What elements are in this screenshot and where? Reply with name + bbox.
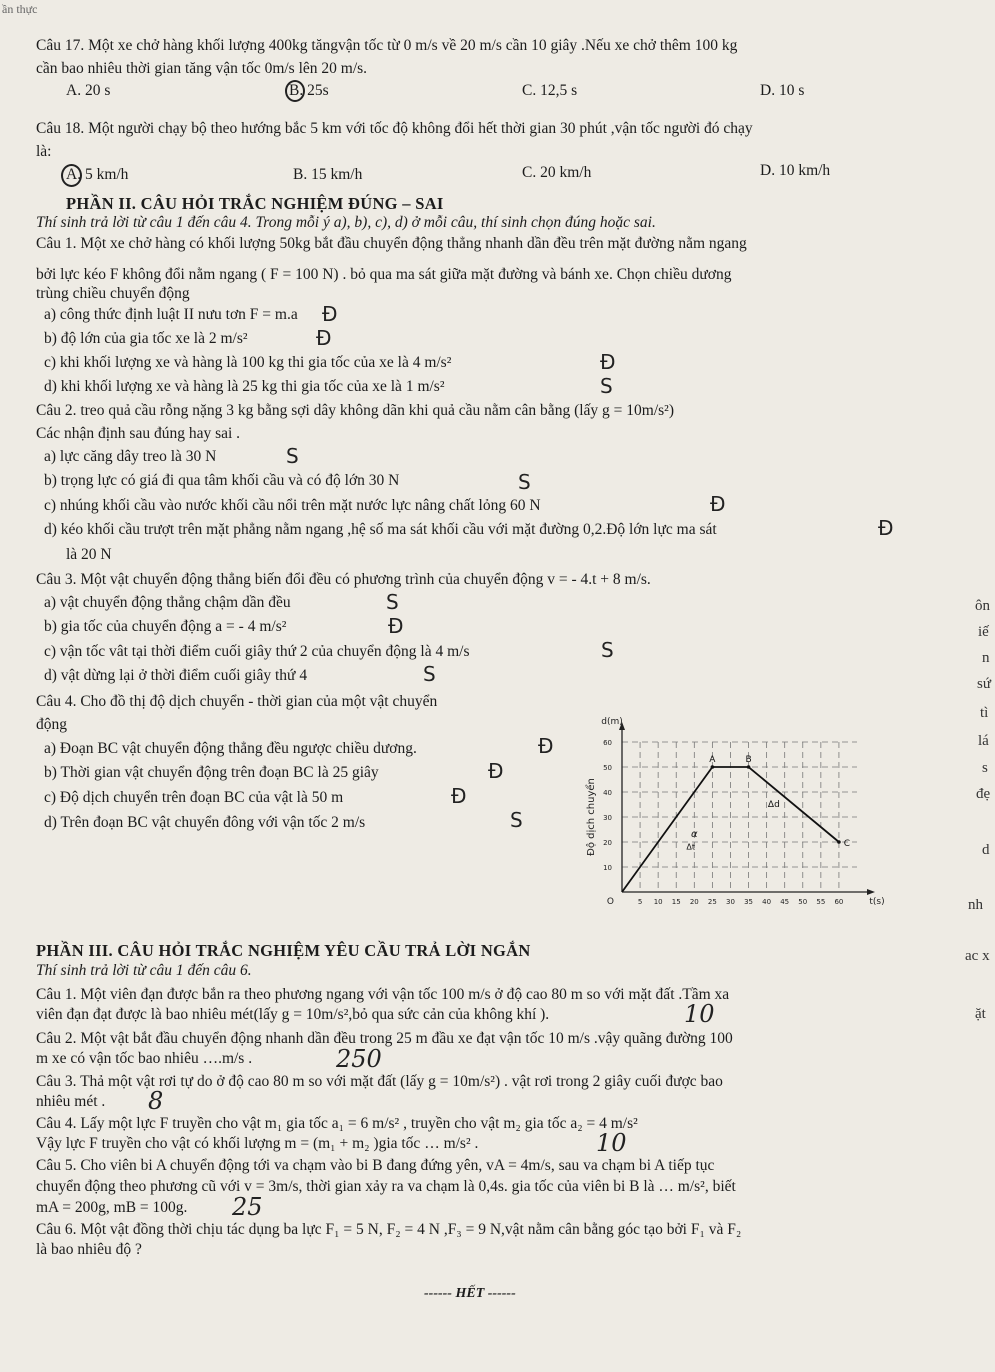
p2q2-a: a) lực căng dây treo là 30 N <box>44 448 217 465</box>
answer-circle-mark <box>285 80 305 102</box>
q17-line2: cần bao nhiêu thời gian tăng vận tốc 0m/s lên 20 m/s. <box>36 60 368 77</box>
p3q6-line2: là bao nhiêu độ ? <box>36 1241 142 1258</box>
p3q3-line2: nhiêu mét . <box>36 1093 106 1110</box>
edge-fragment: đẹ <box>976 786 991 802</box>
origin-label: O <box>606 897 614 907</box>
p3q5-line1: Câu 5. Cho viên bi A chuyển động tới va chạm vào bi B đang đứng yên, vA = 4m/s, sau va chạm bi A tiếp tục <box>36 1157 715 1174</box>
q17-option-b: B. 25s <box>289 82 329 99</box>
p2q1-line2: bởi lực kéo F không đổi nằm ngang ( F = 100 N) . bỏ qua ma sát giữa mặt đường và bánh xe. Chọn chiều dương <box>36 266 732 283</box>
data-point <box>747 765 751 769</box>
p2q2-d1: d) kéo khối cầu trượt trên mặt phẳng nằm ngang ,hệ số ma sát khối cầu với mặt đường 0,2.Độ lớn lực ma sát <box>44 521 717 538</box>
mark-true-icon: Ð <box>878 516 894 540</box>
p2q4-c: c) Độ dịch chuyển trên đoạn BC của vật là 50 m <box>44 789 344 806</box>
p3q5-line2: chuyển động theo phương cũ với v = 3m/s, thời gian xảy ra va chạm là 0,4s. gia tốc của viên bi B là … m/s², biết <box>36 1178 736 1195</box>
edge-fragment: s <box>982 760 988 776</box>
mark-false-icon: S <box>510 808 523 832</box>
p2q2-b: b) trọng lực có giá đi qua tâm khối cầu và có độ lớn 30 N <box>44 472 400 489</box>
data-point <box>837 840 841 844</box>
p2q1-b: b) độ lớn của gia tốc xe là 2 m/s² <box>44 330 248 347</box>
y-tick-label: 40 <box>603 789 612 797</box>
mark-false-icon: S <box>286 444 299 468</box>
y-tick-label: 60 <box>603 739 612 747</box>
x-tick-label: 25 <box>707 898 717 906</box>
q17-option-d: D. 10 s <box>760 82 805 99</box>
mark-false-icon: S <box>423 662 436 686</box>
p2q1-line3: trùng chiều chuyển động <box>36 285 190 302</box>
p2q2-line2: Các nhận định sau đúng hay sai . <box>36 425 241 442</box>
x-tick-label: 5 <box>637 898 643 906</box>
q18-option-b: B. 15 km/h <box>293 166 363 183</box>
p2q4-b: b) Thời gian vật chuyển động trên đoạn BC là 25 giây <box>44 764 379 781</box>
p2q1-line1: Câu 1. Một xe chở hàng có khối lượng 50kg bắt đầu chuyển động thẳng nhanh dần đều trên mặt đường nằm ngang <box>36 235 747 252</box>
p3q4-line2: Vậy lực F truyền cho vật có khối lượng m = (m₁ + m₂ )gia tốc … m/s² . <box>36 1135 479 1152</box>
mark-true-icon: Ð <box>538 734 554 758</box>
p3q2-line1: Câu 2. Một vật bắt đầu chuyển động nhanh dần đều trong 25 m đầu xe đạt vận tốc 10 m/s .vậy quãng đường 100 <box>36 1030 733 1047</box>
p2q4-line2: động <box>36 716 67 733</box>
p2q3-line1: Câu 3. Một vật chuyển động thẳng biến đổi đều có phương trình của chuyển động v = - 4.t + 8 m/s. <box>36 571 651 588</box>
end-marker: ------ HẾT ------ <box>424 1286 516 1301</box>
p2q1-a: a) công thức định luật II nưu tơn F = m.a <box>44 306 298 323</box>
handwritten-answer: 10 <box>684 1000 715 1028</box>
mark-true-icon: Ð <box>451 784 467 808</box>
q18-option-d: D. 10 km/h <box>760 162 831 179</box>
p2q4-d: d) Trên đoạn BC vật chuyển đông với vận tốc 2 m/s <box>44 814 366 831</box>
p2q3-a: a) vật chuyển động thẳng chậm dần đều <box>44 594 291 611</box>
mark-true-icon: Ð <box>388 614 404 638</box>
p2q1-d: d) khi khối lượng xe và hàng là 25 kg thi gia tốc của xe là 1 m/s² <box>44 378 445 395</box>
edge-fragment: ặt <box>975 1006 986 1022</box>
p2q2-c: c) nhúng khối cầu vào nước khối cầu nổi trên mặt nước lực nâng chất lỏng 60 N <box>44 497 541 514</box>
answer-circle-mark <box>61 164 82 187</box>
part3-instructions: Thí sinh trả lời từ câu 1 đến câu 6. <box>36 962 252 979</box>
q18-line1: Câu 18. Một người chạy bộ theo hướng bắc 5 km với tốc độ không đổi hết thời gian 30 phút ,vận tốc người đó chạy <box>36 120 753 137</box>
mark-true-icon: Ð <box>710 492 726 516</box>
x-tick-label: 60 <box>834 898 844 906</box>
edge-fragment: ôn <box>975 598 990 614</box>
p3q6-line1: Câu 6. Một vật đồng thời chịu tác dụng ba lực F₁ = 5 N, F₂ = 4 N ,F₃ = 9 N,vật nằm cân bằng góc tạo bởi F₁ và F₂ <box>36 1221 742 1238</box>
edge-fragment: d <box>982 842 990 858</box>
p2q3-c: c) vận tốc vât tại thời điểm cuối giây thứ 2 của chuyển động là 4 m/s <box>44 643 470 660</box>
p2q1-c: c) khi khối lượng xe và hàng là 100 kg thi gia tốc của xe là 4 m/s² <box>44 354 452 371</box>
annotation-delta-t: Δt <box>686 842 695 852</box>
annotation-alpha: α <box>691 829 698 840</box>
mark-true-icon: Ð <box>488 759 504 783</box>
x-tick-label: 55 <box>816 898 826 906</box>
edge-fragment: sứ <box>977 676 991 692</box>
mark-true-icon: Ð <box>600 350 616 374</box>
y-tick-label: 30 <box>603 814 612 822</box>
x-axis-arrow-icon <box>867 889 875 895</box>
point-label: C <box>843 839 851 849</box>
p3q4-line1: Câu 4. Lấy một lực F truyền cho vật m₁ gia tốc a₁ = 6 m/s² , truyền cho vật m₂ gia tốc a₂ = 4 m/s² <box>36 1115 638 1132</box>
x-tick-label: 40 <box>762 898 772 906</box>
q17-option-a: A. 20 s <box>66 82 111 99</box>
q18-line2: là: <box>36 143 52 160</box>
x-tick-label: 10 <box>653 898 663 906</box>
q18-option-a: A. 5 km/h <box>66 166 129 183</box>
mark-true-icon: Ð <box>322 302 338 326</box>
p2q3-d: d) vật dừng lại ở thời điểm cuối giây thứ 4 <box>44 667 308 684</box>
x-tick-label: 15 <box>671 898 681 906</box>
p2q3-b: b) gia tốc của chuyển động a = - 4 m/s² <box>44 618 287 635</box>
handwritten-answer: 8 <box>148 1087 164 1115</box>
p3q1-line1: Câu 1. Một viên đạn được bắn ra theo phương ngang với vận tốc 100 m/s ở độ cao 80 m so với mặt đất .Tầm xa <box>36 986 730 1003</box>
y-tick-label: 10 <box>603 864 612 872</box>
handwritten-answer: 25 <box>232 1193 263 1221</box>
part2-title: PHẦN II. CÂU HỎI TRẮC NGHIỆM ĐÚNG – SAI <box>66 194 444 213</box>
p3q2-line2: m xe có vận tốc bao nhiêu ….m/s . <box>36 1050 253 1067</box>
x-tick-label: 50 <box>798 898 808 906</box>
edge-fragment: n <box>982 650 990 666</box>
p3q5-line3: mA = 200g, mB = 100g. <box>36 1199 188 1216</box>
y-tick-label: 20 <box>603 839 612 847</box>
point-label: A <box>709 755 716 765</box>
edge-fragment: tì <box>980 705 989 721</box>
y-tick-label: 50 <box>603 764 612 772</box>
x-tick-label: 35 <box>744 898 753 906</box>
part2-instructions: Thí sinh trả lời từ câu 1 đến câu 4. Trong mỗi ý a), b), c), d) ở mỗi câu, thí sinh chọn đúng hoặc sai. <box>36 214 656 231</box>
y-axis-label: Độ dịch chuyển <box>586 778 597 856</box>
mark-false-icon: S <box>518 470 531 494</box>
p2q2-d2: là 20 N <box>66 546 112 563</box>
mark-false-icon: S <box>600 374 613 398</box>
p3q3-line1: Câu 3. Thả một vật rơi tự do ở độ cao 80 m so với mặt đất (lấy g = 10m/s²) . vật rơi trong 2 giây cuối được bao <box>36 1073 723 1090</box>
q18-option-c: C. 20 km/h <box>522 164 592 181</box>
edge-fragment: nh <box>968 897 983 913</box>
displacement-time-graph <box>560 716 890 916</box>
q17-option-c: C. 12,5 s <box>522 82 578 99</box>
handwritten-answer: 250 <box>336 1045 382 1073</box>
data-point <box>711 765 715 769</box>
annotation-delta-d: Δd <box>767 800 780 810</box>
x-tick-label: 20 <box>689 898 699 906</box>
mark-false-icon: S <box>386 590 399 614</box>
p3q1-line2: viên đạn đạt được là bao nhiêu mét(lấy g = 10m/s²,bỏ qua sức cản của không khí ). <box>36 1006 550 1023</box>
edge-fragment: ac x <box>965 948 990 964</box>
edge-fragment: lá <box>978 733 989 749</box>
handwritten-answer: 10 <box>596 1129 627 1157</box>
q17-line1: Câu 17. Một xe chở hàng khối lượng 400kg tăngvận tốc từ 0 m/s về 20 m/s cần 10 giây .Nếu xe chở thêm 100 kg <box>36 37 738 54</box>
edge-fragment: iế <box>978 624 989 640</box>
mark-false-icon: S <box>601 638 614 662</box>
x-tick-label: 30 <box>726 898 735 906</box>
x-tick-label: 45 <box>780 898 790 906</box>
p2q4-a: a) Đoạn BC vật chuyển động thẳng đều ngược chiều dương. <box>44 740 417 757</box>
x-axis-label: t(s) <box>869 897 885 907</box>
p2q4-line1: Câu 4. Cho đồ thị độ dịch chuyển - thời gian của một vật chuyển <box>36 693 438 710</box>
part3-title: PHẦN III. CÂU HỎI TRẮC NGHIỆM YÊU CẦU TRẢ LỜI NGẮN <box>36 941 531 960</box>
p2q2-line1: Câu 2. treo quả cầu rỗng nặng 3 kg bằng sợi dây không dãn khi quả cầu nằm cân bằng (lấy g = 10m/s²) <box>36 402 674 419</box>
top-fragment: ần thực <box>2 2 38 16</box>
y-axis-top-label: d(m) <box>601 717 623 727</box>
point-label: B <box>745 755 752 765</box>
mark-true-icon: Ð <box>316 326 332 350</box>
